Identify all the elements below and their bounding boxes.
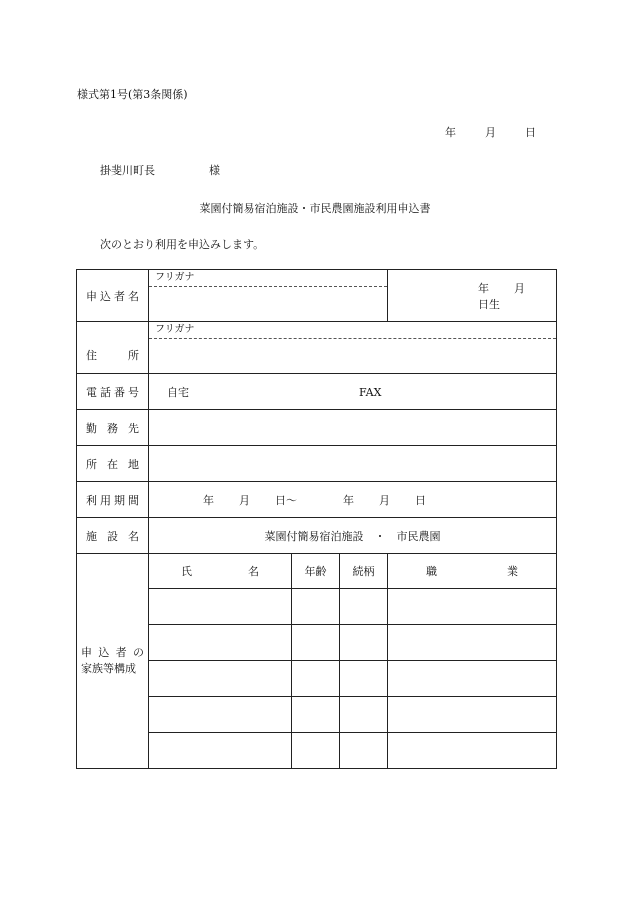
period-start-day: 日～ <box>275 493 297 507</box>
family-age-cell[interactable] <box>292 589 340 625</box>
period-start-month: 月 <box>239 493 250 507</box>
date-day-label: 日 <box>525 126 536 139</box>
family-job-cell[interactable] <box>388 697 557 733</box>
family-header-row <box>77 554 557 589</box>
family-job-header-2: 業 <box>507 565 518 578</box>
form-title: 菜園付簡易宿泊施設・市民農園施設利用申込書 <box>199 202 431 215</box>
submission-date <box>445 124 536 140</box>
applicant-label: 申込者名 <box>77 270 149 322</box>
period-label: 利用期間 <box>77 482 149 518</box>
family-name-cell[interactable] <box>149 661 292 697</box>
family-job-cell[interactable] <box>388 733 557 769</box>
family-age-cell[interactable] <box>292 661 340 697</box>
family-row <box>77 625 557 661</box>
location-row <box>77 446 557 482</box>
birthdate-cell[interactable] <box>388 270 557 322</box>
family-relation-cell[interactable] <box>340 589 388 625</box>
facility-cell[interactable] <box>149 518 557 554</box>
phone-cell[interactable] <box>149 374 557 410</box>
facility-label: 施設名 <box>77 518 149 554</box>
family-relation-cell[interactable] <box>340 733 388 769</box>
workplace-label: 勤務先 <box>77 410 149 446</box>
family-age-cell[interactable] <box>292 733 340 769</box>
family-job-cell[interactable] <box>388 625 557 661</box>
family-row <box>77 661 557 697</box>
period-start-year: 年 <box>203 493 214 507</box>
family-relation-header: 続柄 <box>340 554 388 589</box>
phone-home-label: 自宅 <box>167 385 189 399</box>
family-row <box>77 697 557 733</box>
addressee-suffix: 様 <box>209 164 220 177</box>
phone-fax-label: FAX <box>359 385 382 399</box>
facility-options: 菜園付簡易宿泊施設 ・ 市民農園 <box>264 529 441 543</box>
family-name-cell[interactable] <box>149 697 292 733</box>
applicant-furigana-label: フリガナ <box>149 270 387 287</box>
family-name-header-2: 名 <box>248 565 259 578</box>
family-job-header-1: 職 <box>426 565 437 578</box>
family-job-header <box>388 554 557 589</box>
address-cell[interactable] <box>149 322 557 374</box>
family-age-header: 年齢 <box>292 554 340 589</box>
family-row <box>77 733 557 769</box>
phone-row <box>77 374 557 410</box>
workplace-row <box>77 410 557 446</box>
period-cell[interactable] <box>149 482 557 518</box>
location-label: 所在地 <box>77 446 149 482</box>
date-year-label: 年 <box>445 126 456 139</box>
address-label: 住所 <box>77 322 149 374</box>
birth-day-label: 日生 <box>478 297 500 311</box>
period-end-day: 日 <box>415 493 426 507</box>
address-furigana-label: フリガナ <box>149 322 556 339</box>
application-form-table <box>76 269 557 769</box>
family-name-cell[interactable] <box>149 589 292 625</box>
family-relation-cell[interactable] <box>340 661 388 697</box>
family-label <box>77 554 149 769</box>
family-name-cell[interactable] <box>149 733 292 769</box>
family-age-cell[interactable] <box>292 697 340 733</box>
workplace-cell[interactable] <box>149 410 557 446</box>
addressee-name: 掛斐川町長 <box>100 164 155 177</box>
family-name-header-1: 氏 <box>181 565 192 578</box>
family-label-line-2: 家族等構成 <box>81 662 136 675</box>
family-relation-cell[interactable] <box>340 697 388 733</box>
birth-year-label: 年 <box>478 281 489 295</box>
phone-label: 電話番号 <box>77 374 149 410</box>
family-row <box>77 589 557 625</box>
date-month-label: 月 <box>485 126 496 139</box>
applicant-row <box>77 270 557 322</box>
family-job-cell[interactable] <box>388 589 557 625</box>
period-row <box>77 482 557 518</box>
form-number: 様式第1号(第3条関係) <box>77 88 188 101</box>
period-end-month: 月 <box>379 493 390 507</box>
intro-text: 次のとおり利用を申込みします。 <box>100 238 265 251</box>
facility-row <box>77 518 557 554</box>
address-row <box>77 322 557 374</box>
family-job-cell[interactable] <box>388 661 557 697</box>
birth-month-label: 月 <box>514 281 525 295</box>
family-name-cell[interactable] <box>149 625 292 661</box>
addressee <box>100 162 220 178</box>
family-label-line-1: 申込者の <box>81 646 144 659</box>
period-end-year: 年 <box>343 493 354 507</box>
family-name-header <box>149 554 292 589</box>
location-cell[interactable] <box>149 446 557 482</box>
applicant-name-cell[interactable] <box>149 270 388 322</box>
birthdate <box>388 280 556 312</box>
family-relation-cell[interactable] <box>340 625 388 661</box>
family-age-cell[interactable] <box>292 625 340 661</box>
